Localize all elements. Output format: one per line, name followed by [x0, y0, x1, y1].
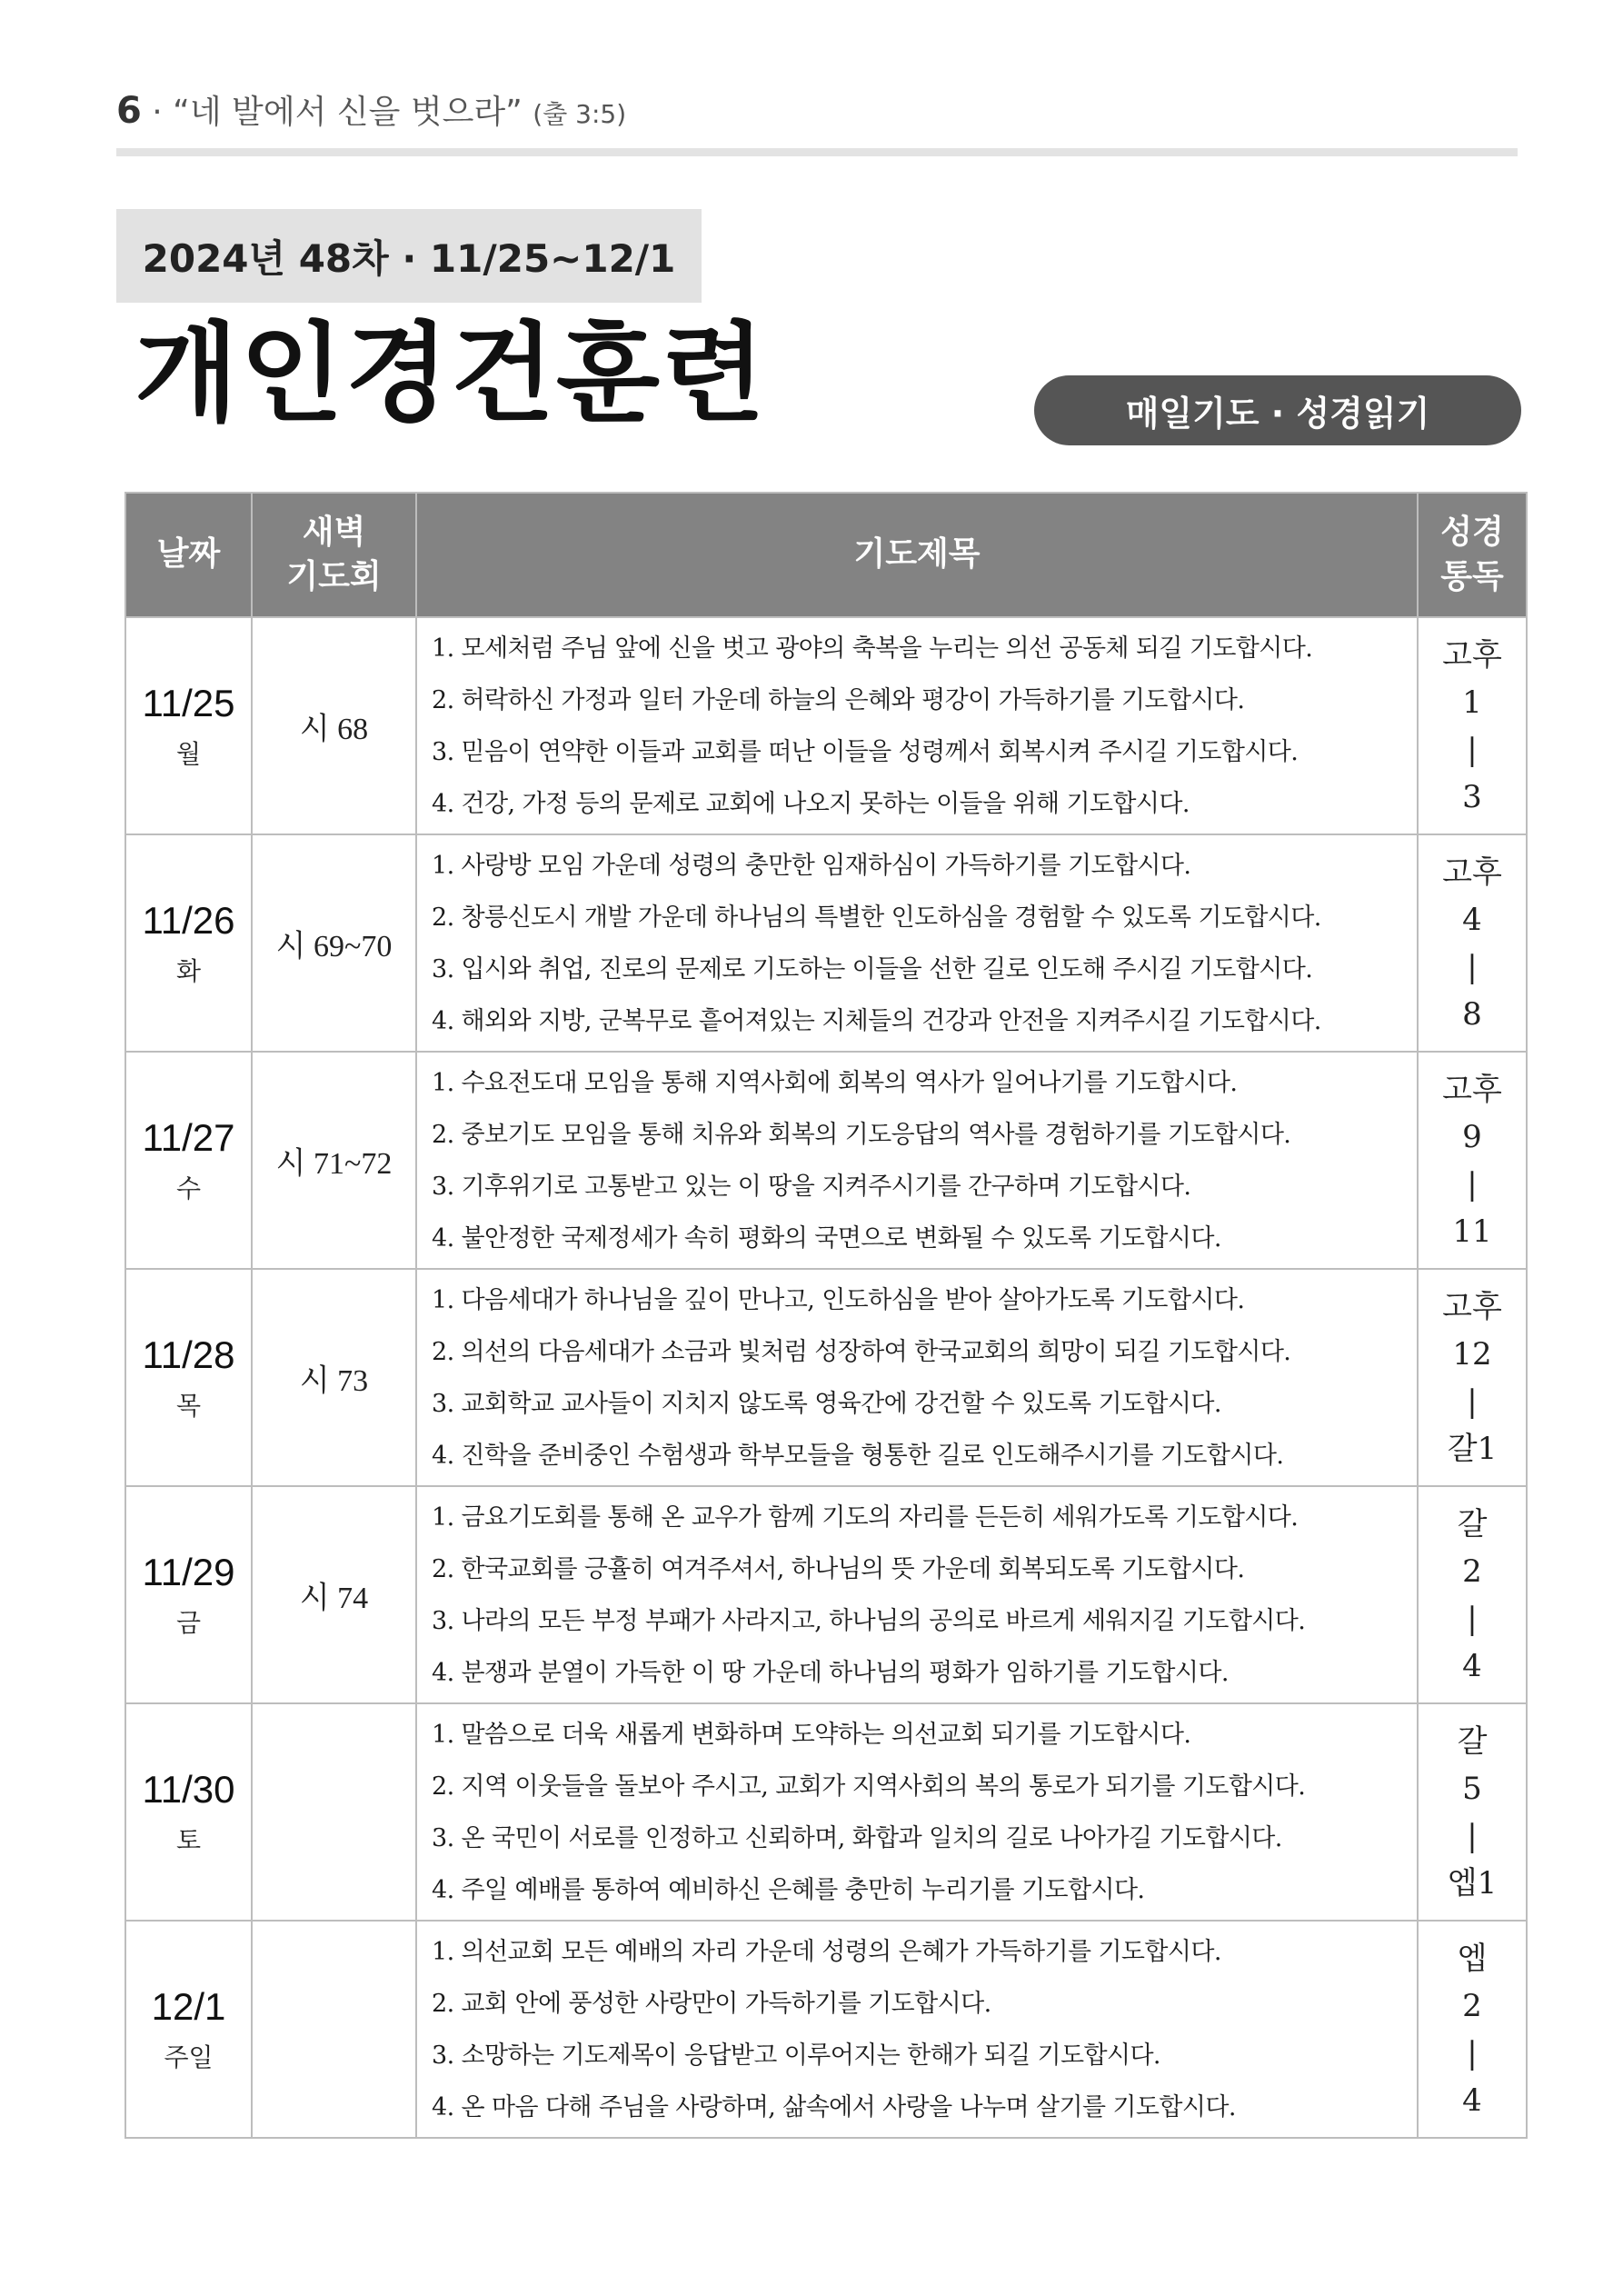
date-cell: [125, 1052, 252, 1269]
header-reading-line1: 성경: [1440, 513, 1504, 551]
dawn-psalm-cell: 시 74: [252, 1486, 416, 1703]
day-of-week: 금: [175, 1607, 202, 1638]
dawn-psalm-cell: 시 73: [252, 1269, 416, 1486]
bible-reading-cell: [1418, 1703, 1527, 1921]
table-row: [125, 1486, 1527, 1703]
prayer-item: 2. 지역 이웃들을 돌보아 주시고, 교회가 지역사회의 복의 통로가 되기를 기도합시다.: [432, 1772, 1306, 1801]
prayer-item: 4. 해외와 지방, 군복무로 흩어져있는 지체들의 건강과 안전을 지켜주시길 기도합시다.: [432, 1006, 1321, 1035]
dawn-psalm-cell: 시 71~72: [252, 1052, 416, 1269]
prayer-item: 1. 금요기도회를 통해 온 교우가 함께 기도의 자리를 든든히 세워가도록 기도합시다.: [432, 1502, 1299, 1532]
header-dawn-prayer: [252, 493, 416, 617]
week-badge: 2024년 48차 · 11/25~12/1: [116, 209, 702, 303]
page-title: 개인경건훈련: [134, 311, 767, 436]
date-number: 11/30: [142, 1767, 235, 1811]
table-body: [125, 617, 1527, 2138]
prayer-item: 4. 불안정한 국제정세가 속히 평화의 국면으로 변화될 수 있도록 기도합시다.: [432, 1223, 1221, 1253]
prayer-item: 1. 사랑방 모임 가운데 성령의 충만한 임재하심이 가득하기를 기도합시다.: [432, 851, 1191, 880]
prayer-item: 3. 나라의 모든 부정 부패가 사라지고, 하나님의 공의로 바르게 세워지길 기도합시다.: [432, 1606, 1306, 1635]
reading-line: 8: [1462, 995, 1482, 1033]
reading-line: 4: [1462, 1647, 1482, 1684]
bible-reading-cell: [1418, 834, 1527, 1052]
reading-line: 2: [1462, 1552, 1482, 1590]
reading-line: 1: [1462, 684, 1482, 721]
reading-line: 3: [1462, 778, 1482, 815]
reading-line: |: [1467, 2034, 1478, 2071]
prayer-topics-cell: [416, 1921, 1418, 2138]
date-number: 11/29: [142, 1550, 235, 1593]
reading-line: 5: [1462, 1770, 1482, 1807]
header-divider: [116, 148, 1518, 156]
prayer-item: 4. 주일 예배를 통하여 예비하신 은혜를 충만히 누리기를 기도합시다.: [432, 1875, 1145, 1904]
prayer-topics-cell: [416, 1703, 1418, 1921]
prayer-table: [124, 492, 1528, 2139]
prayer-item: 2. 창릉신도시 개발 가운데 하나님의 특별한 인도하심을 경험할 수 있도록 기도합시다.: [432, 903, 1321, 932]
bible-reading-cell: [1418, 1269, 1527, 1486]
table-row: [125, 1269, 1527, 1486]
prayer-item: 2. 교회 안에 풍성한 사랑만이 가득하기를 기도합시다.: [432, 1989, 991, 2018]
reading-line: 4: [1462, 2081, 1482, 2119]
bible-reading-cell: [1418, 1052, 1527, 1269]
prayer-item: 1. 다음세대가 하나님을 깊이 만나고, 인도하심을 받아 살아가도록 기도합시다.: [432, 1285, 1245, 1314]
dawn-psalm-cell: 시 69~70: [252, 834, 416, 1052]
table-row: [125, 1052, 1527, 1269]
day-of-week: 화: [175, 955, 202, 986]
header-reference: (출 3:5): [533, 99, 627, 129]
header-prayer-topics: 기도제목: [416, 493, 1418, 617]
prayer-item: 1. 의선교회 모든 예배의 자리 가운데 성령의 은혜가 가득하기를 기도합시다.: [432, 1937, 1221, 1966]
table-header-row: [125, 493, 1527, 617]
reading-line: 고후: [1442, 854, 1502, 891]
date-cell: [125, 617, 252, 834]
reading-line: |: [1467, 1383, 1478, 1420]
prayer-item: 2. 한국교회를 긍휼히 여겨주셔서, 하나님의 뜻 가운데 회복되도록 기도합시다.: [432, 1554, 1245, 1583]
dawn-psalm-cell: 시 68: [252, 617, 416, 834]
reading-line: |: [1467, 1600, 1478, 1637]
reading-line: |: [1467, 731, 1478, 768]
category-pill: 매일기도 · 성경읽기: [1034, 375, 1521, 445]
prayer-topics-cell: [416, 1052, 1418, 1269]
header-dawn-line2: 기도회: [286, 557, 382, 595]
prayer-item: 3. 소망하는 기도제목이 응답받고 이루어지는 한해가 되길 기도합시다.: [432, 2041, 1160, 2070]
table-row: [125, 617, 1527, 834]
bible-reading-cell: [1418, 1921, 1527, 2138]
prayer-item: 3. 기후위기로 고통받고 있는 이 땅을 지켜주시기를 간구하며 기도합시다.: [432, 1172, 1191, 1201]
reading-line: |: [1467, 1817, 1478, 1854]
prayer-item: 4. 건강, 가정 등의 문제로 교회에 나오지 못하는 이들을 위해 기도합시다.: [432, 789, 1190, 818]
prayer-topics-cell: [416, 1269, 1418, 1486]
reading-line: 4: [1462, 901, 1482, 938]
date-number: 11/25: [142, 681, 235, 724]
reading-line: 엡1: [1447, 1864, 1498, 1902]
bible-reading-cell: [1418, 617, 1527, 834]
prayer-topics-cell: [416, 617, 1418, 834]
prayer-item: 2. 의선의 다음세대가 소금과 빛처럼 성장하여 한국교회의 희망이 되길 기도합시다.: [432, 1337, 1291, 1366]
date-number: 11/27: [142, 1115, 235, 1159]
dawn-psalm-cell: [252, 1703, 416, 1921]
date-cell: [125, 1269, 252, 1486]
day-of-week: 주일: [164, 2041, 214, 2072]
reading-line: 고후: [1442, 636, 1502, 674]
date-cell: [125, 1486, 252, 1703]
date-cell: [125, 834, 252, 1052]
reading-line: 9: [1462, 1118, 1482, 1155]
prayer-topics-cell: [416, 834, 1418, 1052]
reading-line: 2: [1462, 1987, 1482, 2024]
prayer-item: 3. 온 국민이 서로를 인정하고 신뢰하며, 화합과 일치의 길로 나아가길 기도합시다.: [432, 1823, 1282, 1852]
day-of-week: 수: [175, 1173, 202, 1203]
header-dawn-line1: 새벽: [302, 513, 366, 551]
prayer-topics-cell: [416, 1486, 1418, 1703]
reading-line: 갈: [1457, 1722, 1488, 1760]
header-date: 날짜: [125, 493, 252, 617]
reading-line: 고후: [1442, 1288, 1502, 1325]
header-bible-reading: [1418, 493, 1527, 617]
date-number: 11/26: [142, 898, 235, 942]
page-number: 6: [116, 90, 142, 132]
table-row: [125, 1921, 1527, 2138]
reading-line: 엡: [1457, 1940, 1488, 1977]
prayer-item: 1. 모세처럼 주님 앞에 신을 벗고 광야의 축복을 누리는 의선 공동체 되길 기도합시다.: [432, 634, 1313, 663]
prayer-item: 3. 입시와 취업, 진로의 문제로 기도하는 이들을 선한 길로 인도해 주시길 기도합시다.: [432, 954, 1313, 983]
reading-line: 11: [1452, 1213, 1492, 1250]
table-row: [125, 1703, 1527, 1921]
reading-line: |: [1467, 948, 1478, 985]
date-cell: [125, 1921, 252, 2138]
bible-reading-cell: [1418, 1486, 1527, 1703]
reading-line: 갈1: [1447, 1430, 1498, 1467]
date-number: 11/28: [142, 1333, 235, 1376]
day-of-week: 월: [175, 738, 202, 769]
dawn-psalm-cell: [252, 1921, 416, 2138]
prayer-item: 4. 진학을 준비중인 수험생과 학부모들을 형통한 길로 인도해주시기를 기도합시다.: [432, 1441, 1284, 1470]
date-number: 12/1: [151, 1984, 226, 2028]
table-row: [125, 834, 1527, 1052]
prayer-item: 2. 중보기도 모임을 통해 치유와 회복의 기도응답의 역사를 경험하기를 기도합시다.: [432, 1120, 1291, 1149]
date-cell: [125, 1703, 252, 1921]
reading-line: 고후: [1442, 1071, 1502, 1108]
prayer-item: 3. 교회학교 교사들이 지치지 않도록 영육간에 강건할 수 있도록 기도합시다.: [432, 1389, 1221, 1418]
reading-line: 갈: [1457, 1505, 1488, 1542]
prayer-item: 1. 수요전도대 모임을 통해 지역사회에 회복의 역사가 일어나기를 기도합시다.: [432, 1068, 1238, 1097]
reading-line: 12: [1452, 1335, 1492, 1373]
prayer-item: 4. 분쟁과 분열이 가득한 이 땅 가운데 하나님의 평화가 임하기를 기도합시다.: [432, 1658, 1229, 1687]
prayer-item: 4. 온 마음 다해 주님을 사랑하며, 삶속에서 사랑을 나누며 살기를 기도합시다.: [432, 2092, 1236, 2121]
day-of-week: 목: [175, 1390, 202, 1421]
day-of-week: 토: [175, 1824, 202, 1855]
prayer-item: 3. 믿음이 연약한 이들과 교회를 떠난 이들을 성령께서 회복시켜 주시길 기도합시다.: [432, 737, 1299, 766]
header-reading-line2: 통독: [1440, 557, 1504, 595]
prayer-item: 1. 말씀으로 더욱 새롭게 변화하며 도약하는 의선교회 되기를 기도합시다.: [432, 1720, 1191, 1749]
header-quote: · “네 발에서 신을 벗으라”: [152, 94, 523, 131]
prayer-item: 2. 허락하신 가정과 일터 가운데 하늘의 은혜와 평강이 가득하기를 기도합시다.: [432, 685, 1245, 714]
reading-line: |: [1467, 1165, 1478, 1203]
running-header: [116, 86, 626, 133]
